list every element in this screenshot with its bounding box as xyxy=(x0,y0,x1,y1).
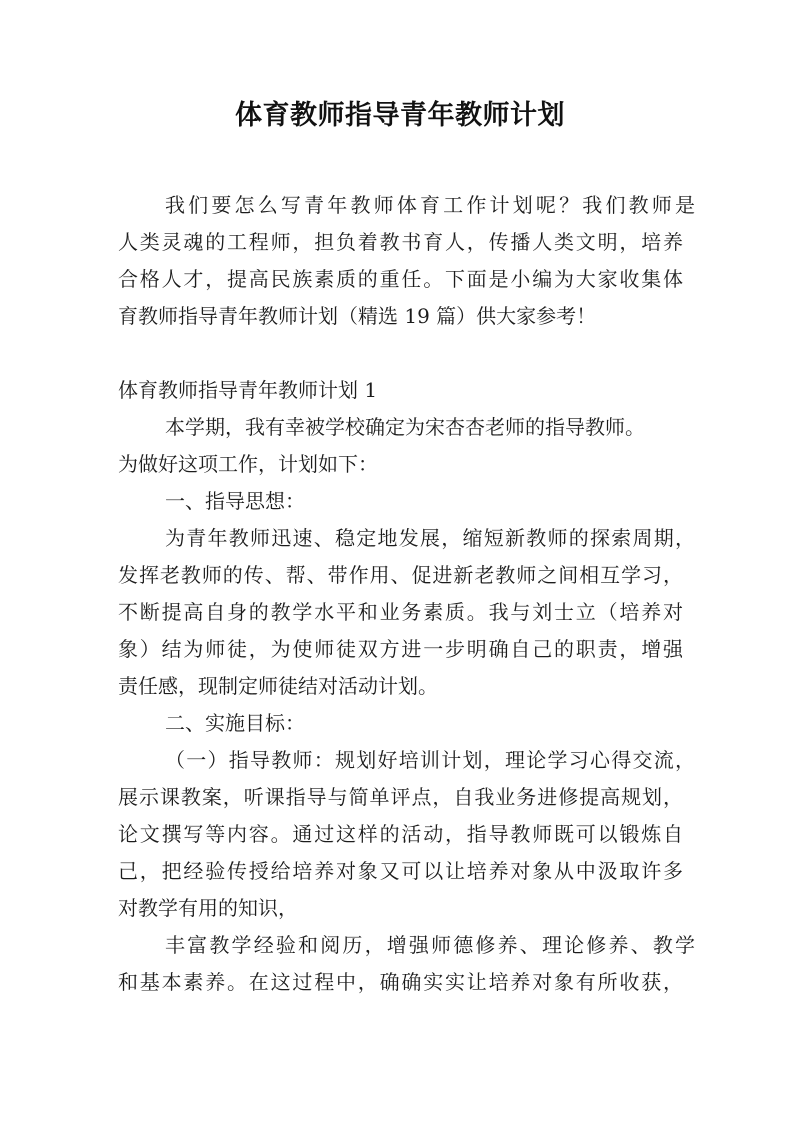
body-line: 不断提高自身的教学水平和业务素质。我与刘士立（培养对 xyxy=(118,600,683,624)
body-line: 为做好这项工作，计划如下： xyxy=(118,452,378,476)
intro-line: 育教师指导青年教师计划（精选 19 篇）供大家参考！ xyxy=(118,304,597,328)
body-line: 己，把经验传授给培养对象又可以让培养对象从中汲取许多 xyxy=(118,859,683,883)
body-line: 一、指导思想： xyxy=(165,489,305,513)
intro-line: 我们要怎么写青年教师体育工作计划呢？我们教师是 xyxy=(165,193,695,217)
body-line: （一）指导教师：规划好培训计划，理论学习心得交流， xyxy=(165,748,695,772)
section-heading: 体育教师指导青年教师计划 1 xyxy=(118,378,378,402)
document-title: 体育教师指导青年教师计划 xyxy=(235,100,565,131)
body-line: 和基本素养。在这过程中，确确实实让培养对象有所收获， xyxy=(118,970,683,994)
intro-line: 人类灵魂的工程师，担负着教书育人，传播人类文明，培养 xyxy=(118,230,683,254)
intro-line: 合格人才，提高民族素质的重任。下面是小编为大家收集体 xyxy=(118,267,683,291)
body-line: 为青年教师迅速、稳定地发展，缩短新教师的探索周期， xyxy=(165,526,695,550)
body-line: 本学期，我有幸被学校确定为宋杏杏老师的指导教师。 xyxy=(165,415,645,439)
body-line: 对教学有用的知识， xyxy=(118,896,298,920)
body-line: 象）结为师徒，为使师徒双方进一步明确自己的职责，增强 xyxy=(118,637,683,661)
body-line: 展示课教案，听课指导与简单评点，自我业务进修提高规划， xyxy=(118,785,683,809)
body-line: 发挥老教师的传、帮、带作用、促进新老教师之间相互学习， xyxy=(118,563,683,587)
body-line: 责任感，现制定师徒结对活动计划。 xyxy=(118,674,438,698)
body-line: 二、实施目标： xyxy=(165,711,305,735)
body-line: 丰富教学经验和阅历，增强师德修养、理论修养、教学 xyxy=(165,933,695,957)
body-line: 论文撰写等内容。通过这样的活动，指导教师既可以锻炼自 xyxy=(118,822,683,846)
